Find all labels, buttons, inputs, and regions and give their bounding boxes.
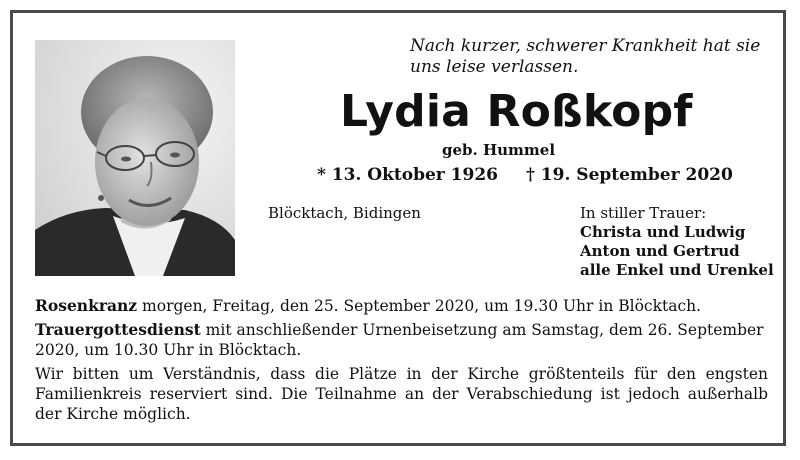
service-text: mit anschließender Urnenbeisetzung am Samstag, dem 26. September 2020, um 10.30 Uhr in Blöcktach. [35,321,764,359]
note-paragraph: Wir bitten um Verständnis, dass die Plätze in der Kirche größtenteils für den engsten Familienkreis reserviert sind. Die Teilnahme an der Verabschiedung ist jedoch außerhalb der Kirche möglich. [35,365,768,423]
hometown: Blöcktach, Bidingen [268,204,421,222]
portrait-photo [35,40,235,276]
service-paragraph [35,320,768,360]
rosary-text: morgen, Freitag, den 25. September 2020, um 19.30 Uhr in Blöcktach. [137,297,702,315]
maiden-name: geb. Hummel [442,141,556,159]
rosary-label: Rosenkranz [35,296,138,315]
mourners-lead: In stiller Trauer: [580,204,707,222]
mourner-line: Christa und Ludwig [580,223,746,241]
life-dates [317,165,733,185]
deceased-name: Lydia Roßkopf [340,86,693,137]
mourner-line: alle Enkel und Urenkel [580,261,774,279]
mourner-line: Anton und Gertrud [580,242,740,260]
birth-date: * 13. Oktober 1926 [317,165,498,185]
intro-text: Nach kurzer, schwerer Krankheit hat sie uns leise verlassen. [410,36,761,77]
service-label: Trauergottesdienst [35,320,201,339]
death-date: † 19. September 2020 [525,165,733,185]
mourners-block [580,204,774,280]
service-details [35,296,768,428]
portrait-image [35,40,235,276]
rosary-paragraph [35,296,768,316]
